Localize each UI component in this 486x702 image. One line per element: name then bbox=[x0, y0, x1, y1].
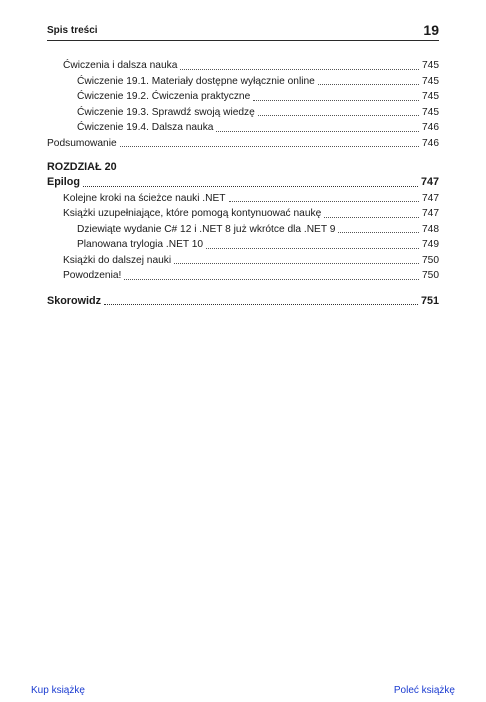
page-footer bbox=[31, 685, 455, 696]
toc-entry-page: 745 bbox=[422, 60, 439, 71]
toc-entry-label: Podsumowanie bbox=[47, 137, 117, 149]
toc-entry bbox=[47, 237, 439, 253]
leader-dots bbox=[324, 208, 419, 218]
toc-entry bbox=[47, 222, 439, 238]
toc-entry bbox=[47, 89, 439, 105]
leader-dots bbox=[120, 137, 419, 147]
buy-book-link[interactable]: Kup książkę bbox=[31, 685, 85, 696]
leader-dots bbox=[216, 122, 419, 132]
toc-entry-label: Książki do dalszej nauki bbox=[63, 254, 172, 266]
toc-entry-label: Epilog bbox=[47, 176, 80, 188]
toc-chapter-entry bbox=[47, 175, 439, 191]
leader-dots bbox=[258, 106, 419, 116]
toc-entry-page: 750 bbox=[422, 270, 439, 281]
toc-entry-page: 745 bbox=[422, 91, 439, 102]
toc-entry-page: 745 bbox=[422, 75, 439, 87]
toc-entry-page: 751 bbox=[420, 294, 439, 307]
toc-chapter-entry bbox=[47, 294, 439, 310]
leader-dots bbox=[229, 192, 419, 202]
toc-entry-label: Skorowidz bbox=[47, 294, 101, 307]
toc-entry-page: 746 bbox=[422, 137, 439, 149]
recommend-book-link[interactable]: Poleć książkę bbox=[393, 685, 455, 696]
toc-entry bbox=[47, 74, 439, 90]
toc-entry-label: Ćwiczenie 19.3. Sprawdź swoją wiedzę bbox=[77, 106, 255, 118]
toc-entry bbox=[47, 105, 439, 121]
toc-entry bbox=[47, 191, 439, 207]
toc-entry-label: Ćwiczenie 19.2. Ćwiczenia praktyczne bbox=[77, 91, 251, 102]
toc-entry-label: Ćwiczenie 19.1. Materiały dostępne wyłącznie online bbox=[77, 75, 315, 87]
toc-entry bbox=[47, 268, 439, 284]
leader-dots bbox=[104, 295, 418, 305]
toc-entry-page: 748 bbox=[422, 223, 439, 235]
toc-entry bbox=[47, 120, 439, 136]
toc-entry-label: Planowana trylogia .NET 10 bbox=[77, 239, 204, 250]
leader-dots bbox=[174, 254, 419, 264]
running-title: Spis treści bbox=[47, 25, 98, 36]
toc-entry-page: 747 bbox=[422, 208, 439, 219]
toc-entry-page: 746 bbox=[422, 122, 439, 133]
page-header bbox=[47, 20, 439, 41]
toc-entry-label: Ćwiczenie 19.4. Dalsza nauka bbox=[77, 122, 214, 133]
leader-dots bbox=[180, 60, 419, 70]
toc-entry-label: Ćwiczenia i dalsza nauka bbox=[63, 60, 178, 71]
chapter-label: ROZDZIAŁ 20 bbox=[47, 161, 117, 173]
leader-dots bbox=[124, 270, 419, 280]
toc-entry-page: 747 bbox=[420, 176, 439, 188]
toc-entry bbox=[47, 253, 439, 269]
toc-entry-label: Kolejne kroki na ścieżce nauki .NET bbox=[63, 192, 226, 204]
toc-entry bbox=[47, 206, 439, 222]
toc-entry-label: Powodzenia! bbox=[63, 270, 122, 281]
toc-entry-label: Książki uzupełniające, które pomogą kontynuować naukę bbox=[63, 208, 322, 219]
toc-entry-page: 747 bbox=[422, 192, 439, 204]
page-number: 19 bbox=[423, 22, 439, 38]
toc-entry-page: 749 bbox=[422, 239, 439, 250]
toc-entry bbox=[47, 136, 439, 152]
leader-dots bbox=[318, 75, 419, 85]
toc-entry-page: 745 bbox=[422, 106, 439, 118]
toc-entry bbox=[47, 58, 439, 74]
leader-dots bbox=[338, 223, 419, 233]
leader-dots bbox=[83, 177, 418, 187]
toc-entry-label: Dziewiąte wydanie C# 12 i .NET 8 już wkrótce dla .NET 9 bbox=[77, 223, 336, 235]
leader-dots bbox=[253, 91, 419, 101]
leader-dots bbox=[206, 239, 419, 249]
table-of-contents bbox=[47, 58, 439, 309]
toc-entry-page: 750 bbox=[422, 254, 439, 266]
